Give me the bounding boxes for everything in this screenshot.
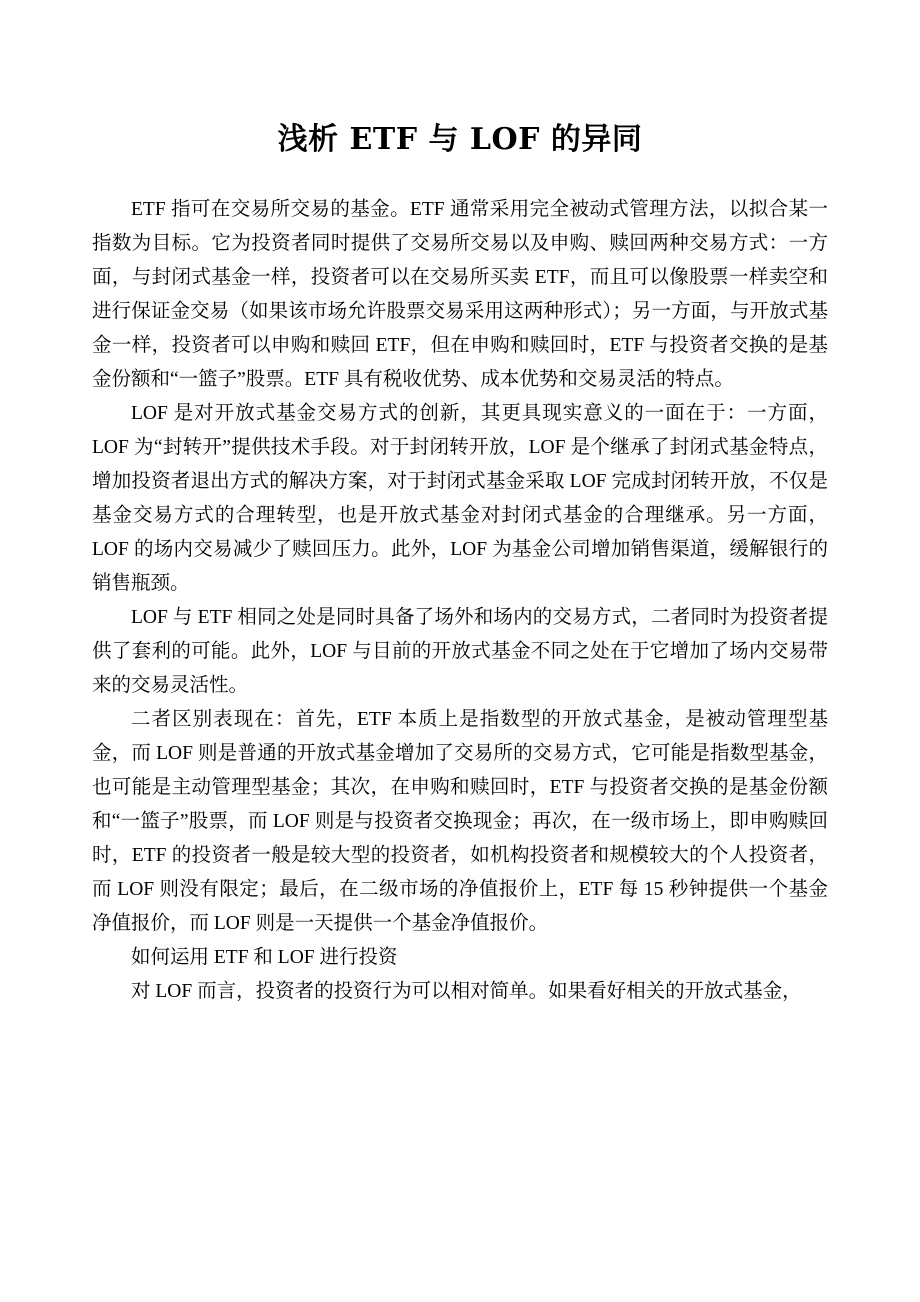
- paragraph-1: ETF 指可在交易所交易的基金。ETF 通常采用完全被动式管理方法，以拟合某一指数为目标。它为投资者同时提供了交易所交易以及申购、赎回两种交易方式：一方面，与封闭式基金一样，投资者可以在交易所买卖 ETF，而且可以像股票一样卖空和进行保证金交易（如果该市场允许股票交易采用这两种形式）；另一方面，与开放式基金一样，投资者可以申购和赎回 ETF，但在申购和赎回时，ETF 与投资者交换的是基金份额和“一篮子”股票。ETF 具有税收优势、成本优势和交易灵活的特点。: [92, 199, 828, 390]
- paragraph-5: 对 LOF 而言，投资者的投资行为可以相对简单。如果看好相关的开放式基金，: [131, 981, 802, 1002]
- paragraph-3: LOF 与 ETF 相同之处是同时具备了场外和场内的交易方式，二者同时为投资者提供了套利的可能。此外，LOF 与目前的开放式基金不同之处在于它增加了场内交易带来的交易灵活性。: [92, 607, 828, 696]
- paragraph-4: 二者区别表现在：首先，ETF 本质上是指数型的开放式基金，是被动管理型基金，而 LOF 则是普通的开放式基金增加了交易所的交易方式，它可能是指数型基金，也可能是主动管理型基金；其次，在申购和赎回时，ETF 与投资者交换的是基金份额和“一篮子”股票，而 LOF 则是与投资者交换现金；再次，在一级市场上，即申购赎回时，ETF 的投资者一般是较大型的投资者，如机构投资者和规模较大的个人投资者，而 LOF 则没有限定；最后，在二级市场的净值报价上，ETF 每 15 秒钟提供一个基金净值报价，而 LOF 则是一天提供一个基金净值报价。: [92, 709, 828, 934]
- section-heading: 如何运用 ETF 和 LOF 进行投资: [131, 947, 398, 968]
- paragraph-2: LOF 是对开放式基金交易方式的创新，其更具现实意义的一面在于：一方面，LOF 为“封转开”提供技术手段。对于封闭转开放，LOF 是个继承了封闭式基金特点，增加投资者退出方式的解决方案，对于封闭式基金采取 LOF 完成封闭转开放，不仅是基金交易方式的合理转型，也是开放式基金对封闭式基金的合理继承。另一方面，LOF 的场内交易减少了赎回压力。此外，LOF 为基金公司增加销售渠道，缓解银行的销售瓶颈。: [92, 403, 828, 594]
- page-title: 浅析 ETF 与 LOF 的异同: [277, 122, 643, 157]
